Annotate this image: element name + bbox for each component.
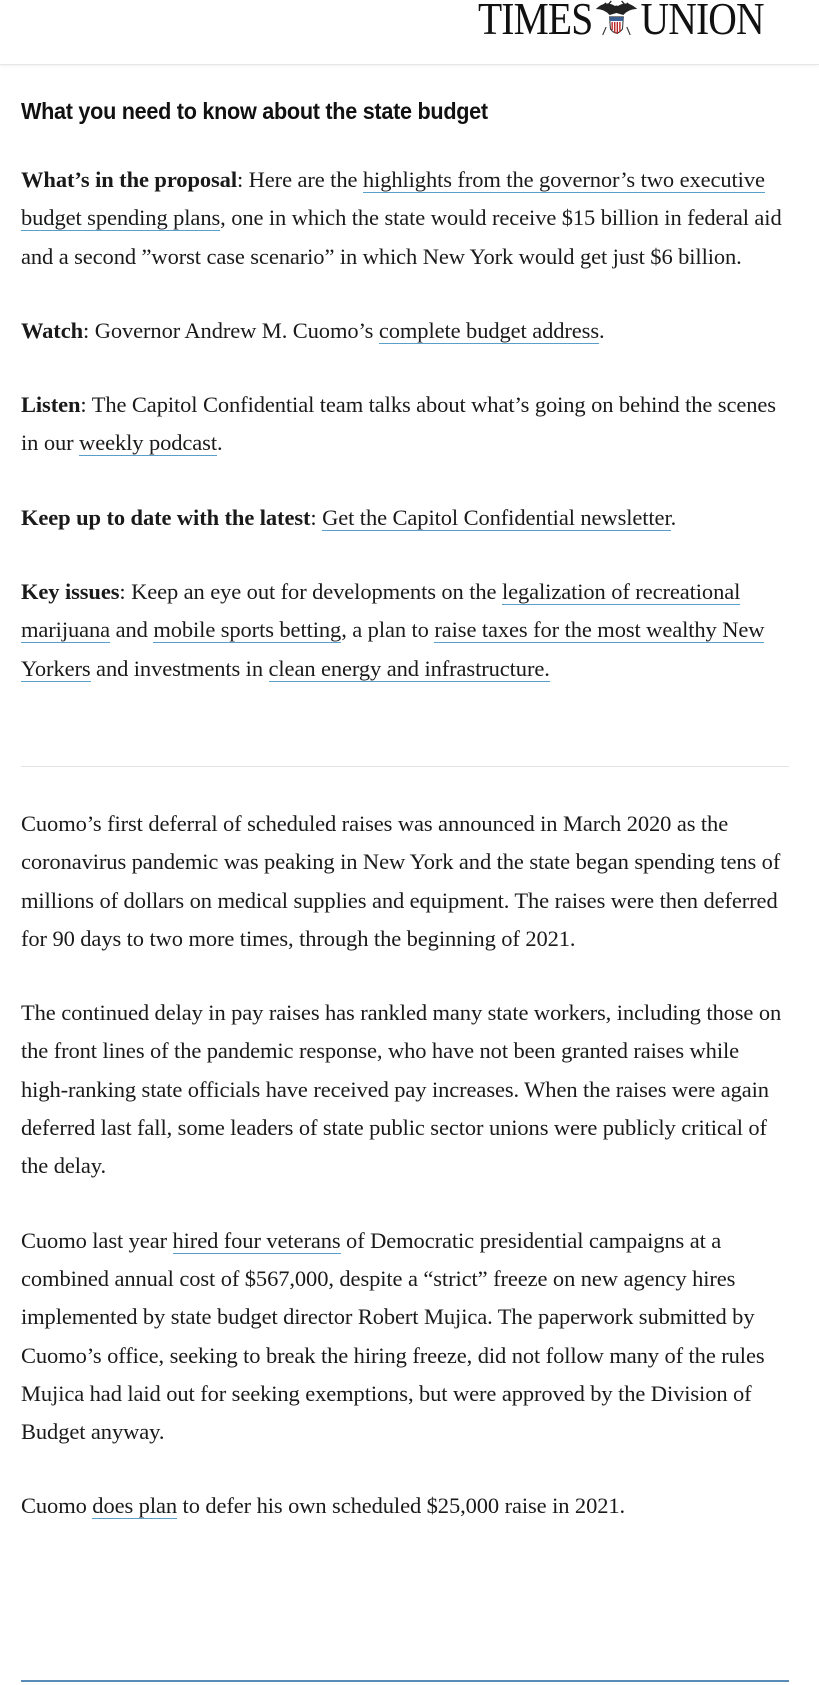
newsletter-link[interactable]: Get the Capitol Confidential newsletter xyxy=(322,504,671,530)
p4-text: Cuomo xyxy=(21,1493,93,1519)
logo-text-union: UNION xyxy=(640,0,764,44)
section-divider xyxy=(21,766,789,767)
logo-text-times: TIMES xyxy=(478,0,593,44)
latest-text: : xyxy=(310,504,323,530)
issues-label: Key issues xyxy=(21,579,120,605)
listen-label: Listen xyxy=(21,392,81,418)
article-paragraph-4 xyxy=(21,1487,791,1525)
does-plan-link[interactable]: does plan xyxy=(92,1493,178,1519)
proposal-text: : Here are the xyxy=(236,167,363,192)
article-paragraph-1: Cuomo’s first deferral of scheduled raises was announced in March 2020 as the coronavirus pandemic was peaking in New York and the state began spending tens of millions of dollars on medical supplies and equipment. The raises were then deferred for 90 days to two more times, through the beginning of 2021. xyxy=(21,810,781,951)
hired-veterans-link[interactable]: hired four veterans xyxy=(172,1227,341,1253)
latest-text-end: . xyxy=(670,504,677,530)
times-union-logo[interactable] xyxy=(478,0,764,44)
p3-text-end: of Democratic presidential campaigns at a combined annual cost of $567,000, despite a “strict” freeze on new agency hires implemented by state budget director Robert Mujica. The paperwork submitted by Cuomo’s office, seeking to break the hiring freeze, did not follow many of the rules Mujica had laid out for seeking exemptions, but were approved by the Division of Budget anyway. xyxy=(21,1227,765,1445)
proposal-label: What’s in the proposal xyxy=(21,167,237,192)
watch-text-end: . xyxy=(599,317,605,343)
weekly-podcast-link[interactable]: weekly podcast xyxy=(79,430,217,456)
article-paragraph-3 xyxy=(21,1222,791,1452)
issues-text-4: and investments in xyxy=(90,655,269,681)
eagle-seal-icon xyxy=(594,0,639,41)
budget-address-link[interactable]: complete budget address xyxy=(378,317,599,343)
p4-text-end: to defer his own scheduled $25,000 raise in 2021. xyxy=(177,1493,626,1519)
issues-text: : Keep an eye out for developments on the xyxy=(119,579,502,605)
masthead xyxy=(0,0,819,65)
listen-text-end: . xyxy=(216,430,223,456)
raise-taxes-link[interactable]: raise taxes for the most wealthy New Yorkers xyxy=(21,617,765,681)
issues-text-3: , a plan to xyxy=(341,617,435,643)
clean-energy-link[interactable]: clean energy and infrastructure. xyxy=(268,655,550,681)
factbox-watch xyxy=(21,312,791,350)
latest-label: Keep up to date with the latest xyxy=(21,504,311,530)
watch-label: Watch xyxy=(21,317,84,343)
budget-highlights-link[interactable]: highlights from the governor’s two executive budget spending plans xyxy=(21,167,765,231)
bottom-rule xyxy=(21,1680,789,1682)
listen-text: : The Capitol Confidential team talks about what’s going on behind the scenes in our xyxy=(21,392,776,456)
factbox-issues xyxy=(21,573,791,688)
p3-text: Cuomo last year xyxy=(21,1227,173,1253)
article-paragraph-2: The continued delay in pay raises has rankled many state workers, including those on the front lines of the pandemic response, who have not been granted raises while high-ranking state officials have received pay increases. When the raises were again deferred last fall, some leaders of state public sector unions were publicly critical of the delay. xyxy=(21,1000,782,1179)
marijuana-link[interactable]: legalization of recreational marijuana xyxy=(21,579,741,643)
watch-text: : Governor Andrew M. Cuomo’s xyxy=(83,317,379,343)
sports-betting-link[interactable]: mobile sports betting xyxy=(153,617,342,643)
issues-text-2: and xyxy=(110,617,154,643)
factbox-proposal xyxy=(21,161,791,276)
proposal-text-end: , one in which the state would receive $15 billion in federal aid and a second ”worst case scenario” in which New York would get just $6 billion. xyxy=(21,205,782,269)
factbox-title: What you need to know about the state budget xyxy=(21,98,488,124)
factbox-latest xyxy=(21,499,791,537)
article-body xyxy=(21,64,791,1526)
factbox-listen xyxy=(21,386,791,463)
